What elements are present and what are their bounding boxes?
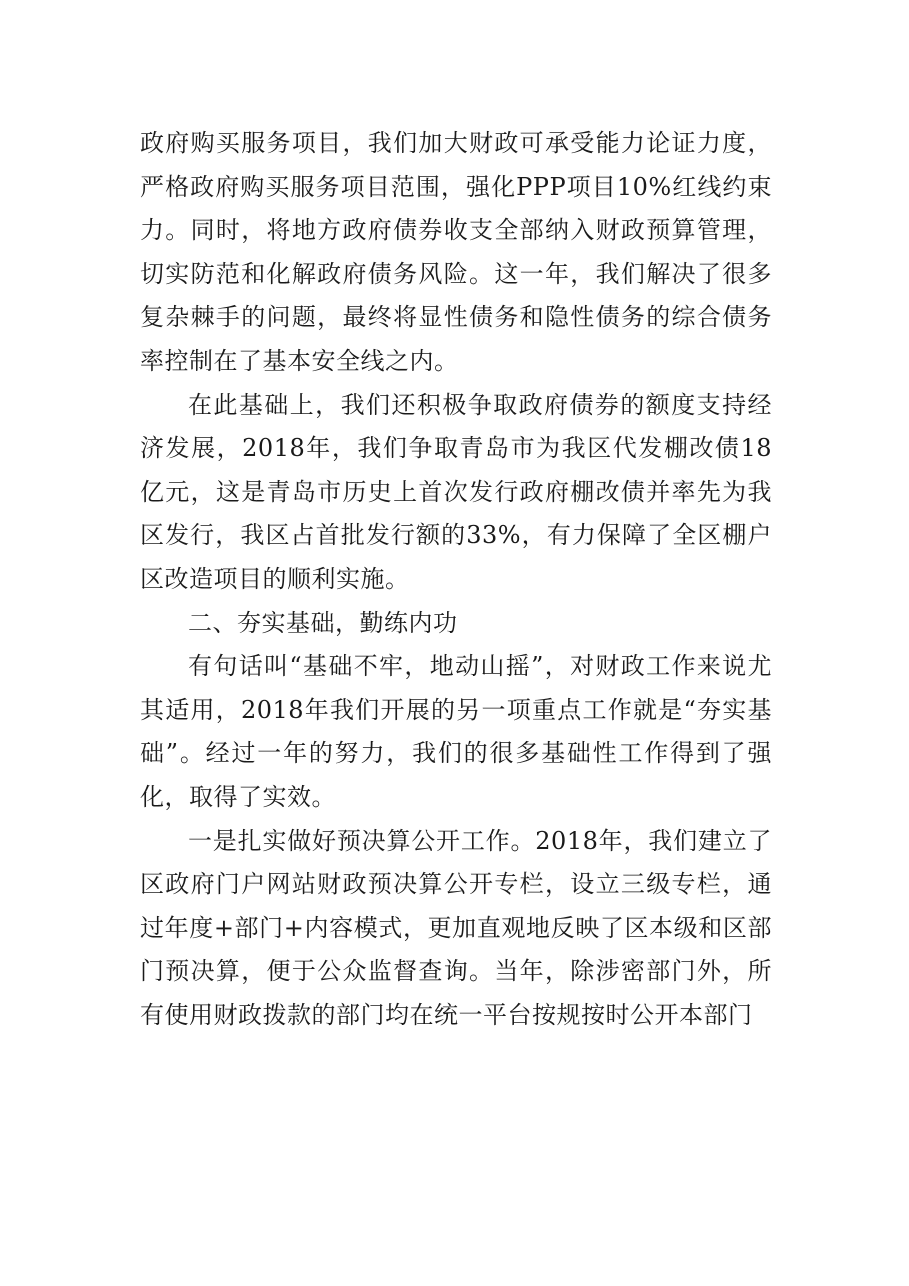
- paragraph-debt-control: 政府购买服务项目，我们加大财政可承受能力论证力度，严格政府购买服务项目范围，强化PPP项目10%红线约束力。同时，将地方政府债券收支全部纳入财政预算管理，切实防范和化解政府债务风险。这一年，我们解决了很多复杂棘手的问题，最终将显性债务和隐性债务的综合债务率控制在了基本安全线之内。: [140, 129, 772, 375]
- paragraph-bond-quota: 在此基础上，我们还积极争取政府债券的额度支持经济发展，2018年，我们争取青岛市为我区代发棚改债18亿元，这是青岛市历史上首次发行政府棚改债并率先为我区发行，我区占首批发行额的33%，有力保障了全区棚户区改造项目的顺利实施。: [140, 390, 772, 593]
- paragraph-budget-disclosure: 一是扎实做好预决算公开工作。2018年，我们建立了区政府门户网站财政预决算公开专栏，设立三级专栏，通过年度+部门+内容模式，更加直观地反映了区本级和区部门预决算，便于公众监督查询。当年，除涉密部门外，所有使用财政拨款的部门均在统一平台按规按时公开本部门: [140, 826, 772, 1029]
- paragraph-foundation-intro: 有句话叫“基础不牢，地动山摇”，对财政工作来说尤其适用，2018年我们开展的另一项重点工作就是“夯实基础”。经过一年的努力，我们的很多基础性工作得到了强化，取得了实效。: [140, 652, 772, 811]
- section-heading-foundation: 二、夯实基础，勤练内功: [188, 608, 458, 637]
- document-page: [140, 122, 772, 1037]
